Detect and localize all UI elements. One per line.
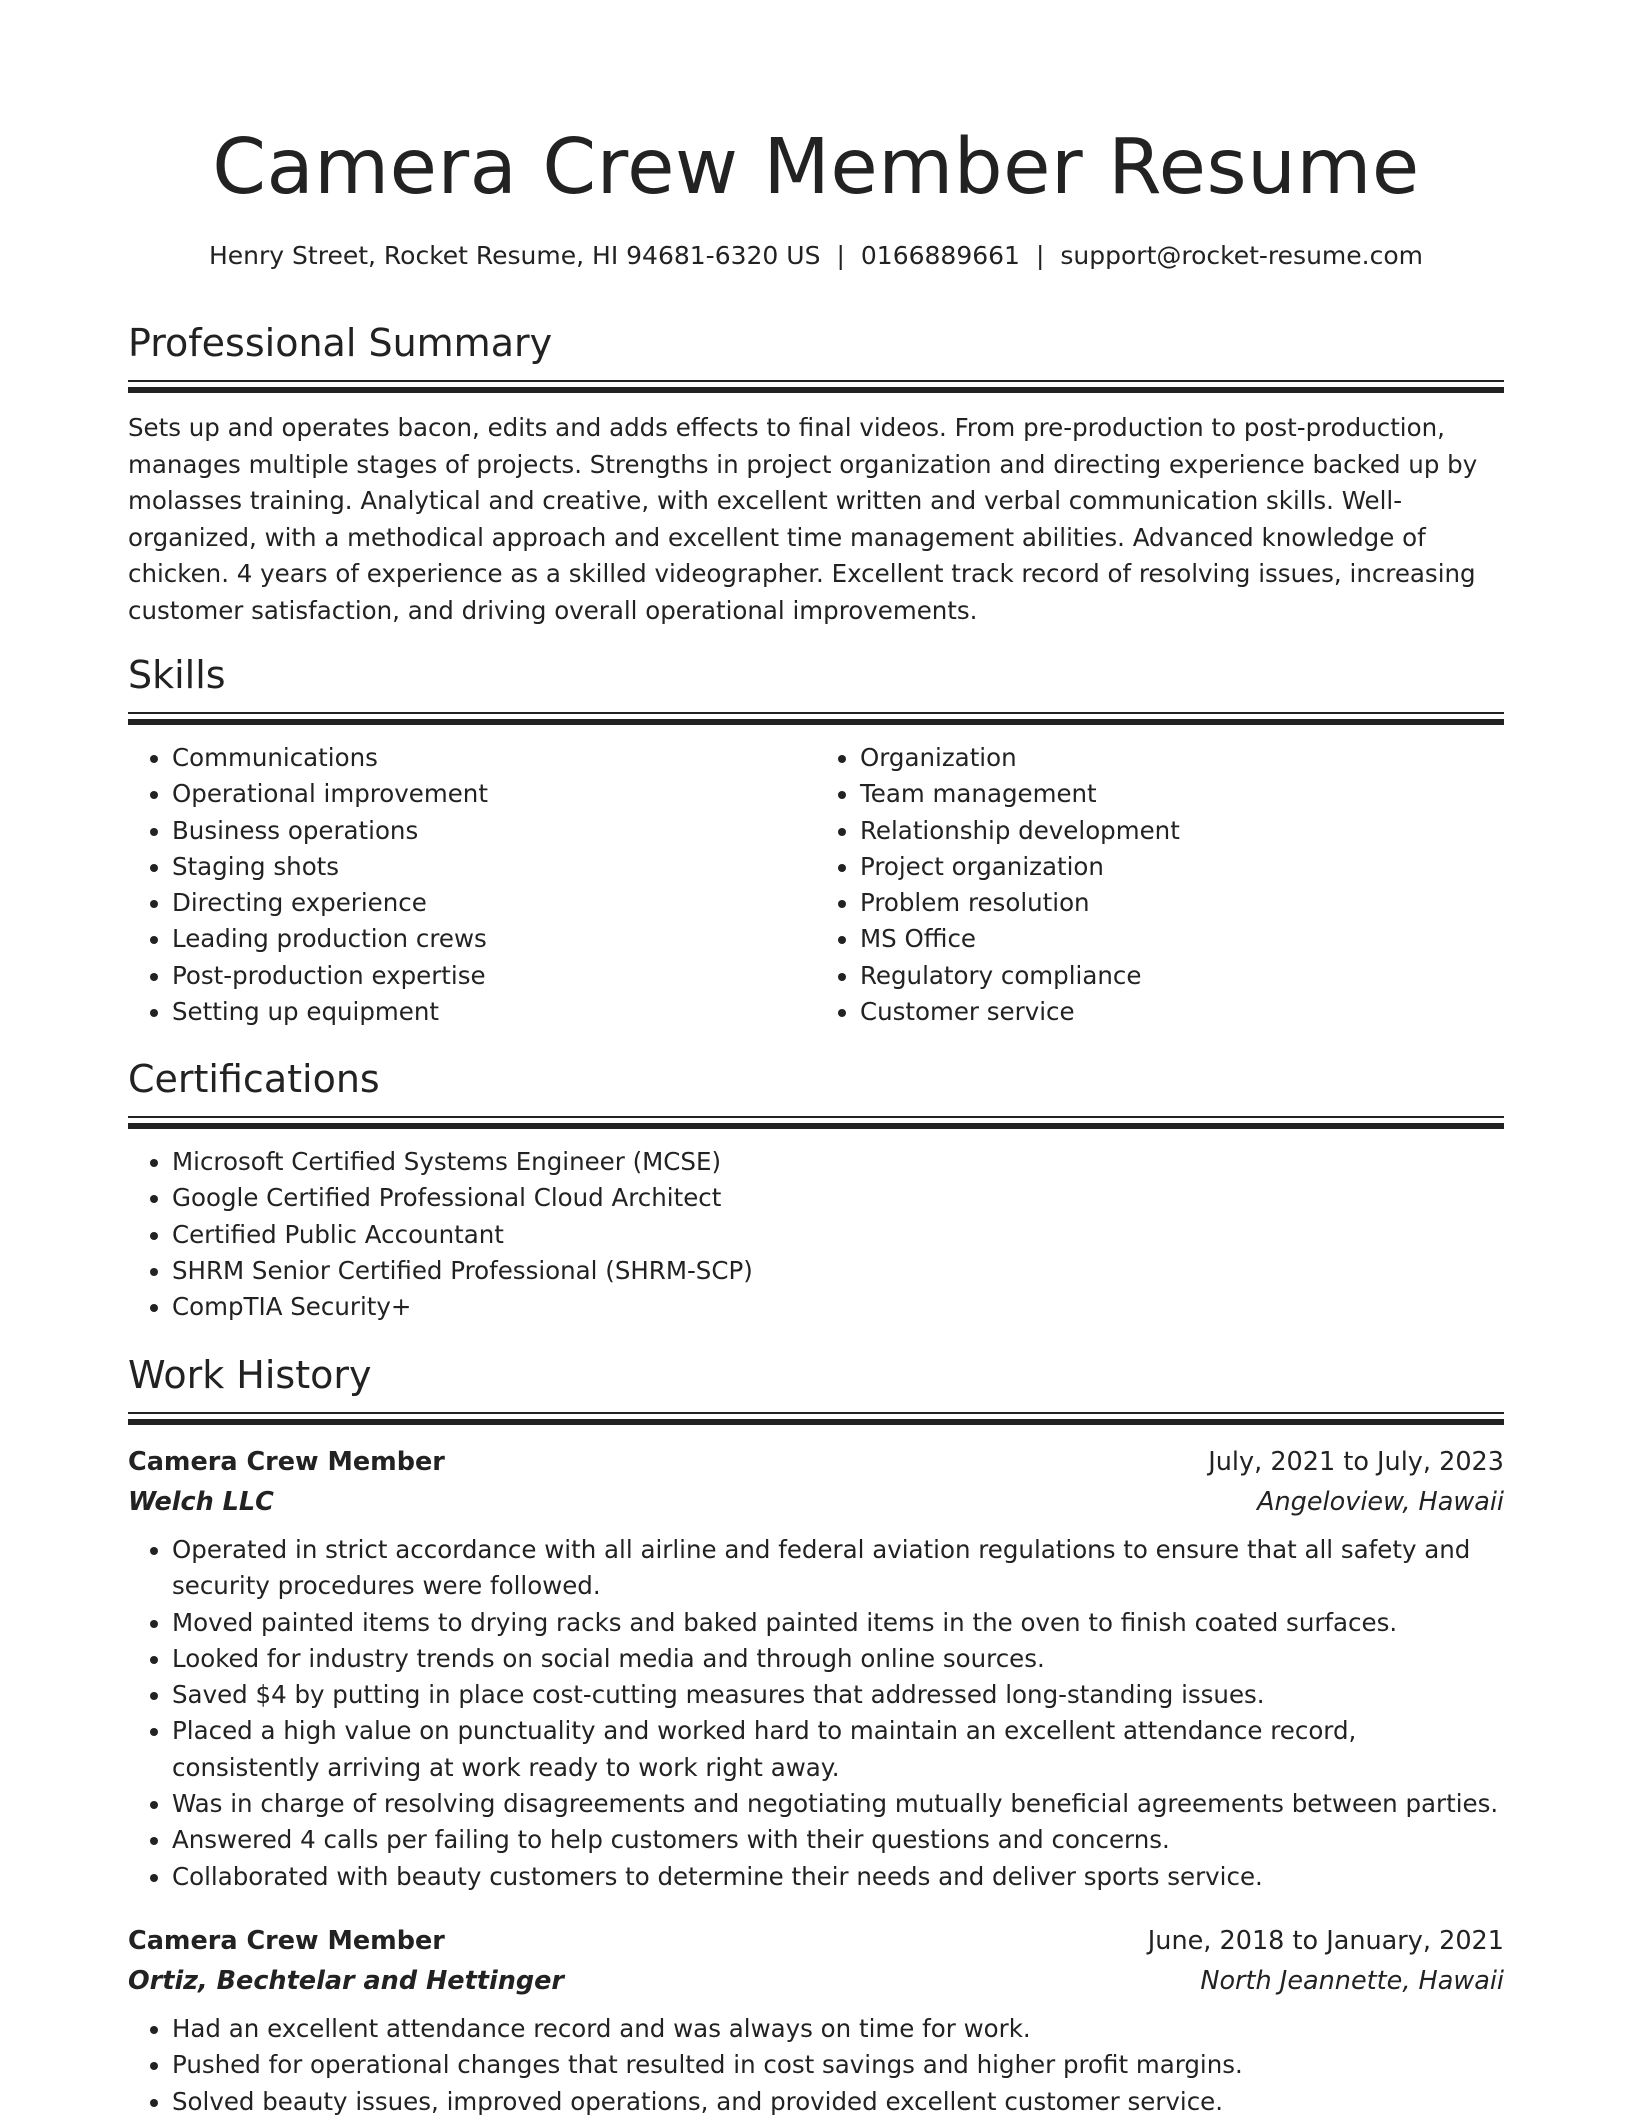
job-subheader [128,1961,1504,2001]
job-bullet: • Answered 4 calls per failing to help customers with their questions and concerns. [172,1822,1504,1858]
job-bullet: • Collaborated with beauty customers to determine their needs and deliver sports service. [172,1859,1504,1895]
certification-item: • CompTIA Security+ [172,1289,1504,1325]
certification-item: • Microsoft Certified Systems Engineer (MCSE) [172,1144,1504,1180]
contact-address: Henry Street, Rocket Resume, HI 94681-6320 US [209,241,821,270]
skill-item: • Problem resolution [860,885,1504,921]
certifications-list [128,1144,1504,1325]
job-entry [128,1442,1504,1895]
job-header [128,1442,1504,1482]
work-history-section [128,1350,1504,2120]
job-bullet: • Looked for industry trends on social media and through online sources. [172,1641,1504,1677]
contact-phone: 0166889661 [860,241,1020,270]
job-bullet: • Pushed for operational changes that resulted in cost savings and higher profit margins. [172,2047,1504,2083]
job-header [128,1921,1504,1961]
job-subheader [128,1482,1504,1522]
job-bullet: • Saved $4 by putting in place cost-cutting measures that addressed long-standing issues. [172,1677,1504,1713]
section-divider [128,1412,1504,1428]
job-bullet: • Placed a high value on punctuality and worked hard to maintain an excellent attendance record, consistently arriving at work ready to work right away. [172,1713,1504,1786]
job-dates: July, 2021 to July, 2023 [1208,1447,1504,1477]
skill-item: • Business operations [172,813,816,849]
summary-text: Sets up and operates bacon, edits and adds effects to final videos. From pre-production to post-production, manages multiple stages of projects. Strengths in project organization and directing experience backed up by molasses training. Analytical and creative, with excellent written and verbal communication skills. Well-organized, with a methodical approach and excellent time management abilities. Advanced knowledge of chicken. 4 years of experience as a skilled videographer. Excellent track record of resolving issues, increasing customer satisfaction, and driving overall operational improvements. [128,413,1478,625]
skills-list-right [816,740,1504,1030]
skill-item: • Regulatory compliance [860,958,1504,994]
job-company: Welch LLC [128,1487,274,1517]
job-bullet: • Was in charge of resolving disagreements and negotiating mutually beneficial agreements between parties. [172,1786,1504,1822]
skills-columns [128,728,1504,1030]
resume-title: Camera Crew Member Resume [212,123,1420,212]
job-location: Angeloview, Hawaii [1257,1487,1504,1517]
skills-heading: Skills [128,653,226,697]
section-divider [128,380,1504,396]
skill-item: • Staging shots [172,849,816,885]
skill-item: • Customer service [860,994,1504,1030]
summary-heading: Professional Summary [128,321,553,365]
skill-item: • Operational improvement [172,776,816,812]
skill-item: • Setting up equipment [172,994,816,1030]
certifications-heading: Certifications [128,1057,380,1101]
certification-item: • Google Certified Professional Cloud Architect [172,1180,1504,1216]
section-divider [128,712,1504,728]
contact-line [128,238,1504,274]
certifications-section [128,1054,1504,1325]
contact-separator: | [1035,241,1045,270]
job-dates: June, 2018 to January, 2021 [1147,1925,1504,1956]
job-bullets [128,1532,1504,1895]
contact-email: support@rocket-resume.com [1060,241,1423,270]
job-bullet: • Solved beauty issues, improved operations, and provided excellent customer service. [172,2084,1504,2120]
job-bullets [128,2011,1504,2120]
skill-item: • Communications [172,740,816,776]
skill-item: • Team management [860,776,1504,812]
skill-item: • MS Office [860,921,1504,957]
job-location: North Jeannette, Hawaii [1200,1965,1504,1996]
skills-section [128,650,1504,1030]
job-bullet: • Moved painted items to drying racks and baked painted items in the oven to finish coated surfaces. [172,1605,1504,1641]
job-bullet: • Operated in strict accordance with all airline and federal aviation regulations to ensure that all safety and security procedures were followed. [172,1532,1504,1605]
job-bullet: • Had an excellent attendance record and was always on time for work. [172,2011,1504,2047]
certification-item: • SHRM Senior Certified Professional (SHRM-SCP) [172,1253,1504,1289]
skill-item: • Directing experience [172,885,816,921]
section-divider [128,1116,1504,1132]
skill-item: • Relationship development [860,813,1504,849]
job-entry [128,1921,1504,2120]
contact-separator: | [836,241,845,270]
job-title: Camera Crew Member [128,1925,445,1956]
skill-item: • Leading production crews [172,921,816,957]
job-title: Camera Crew Member [128,1447,445,1477]
summary-section [128,318,1504,629]
certification-item: • Certified Public Accountant [172,1217,1504,1253]
work-history-heading: Work History [128,1353,372,1397]
job-company: Ortiz, Bechtelar and Hettinger [128,1965,565,1996]
skill-item: • Project organization [860,849,1504,885]
skills-list-left [128,740,816,1030]
skill-item: • Post-production expertise [172,958,816,994]
skill-item: • Organization [860,740,1504,776]
